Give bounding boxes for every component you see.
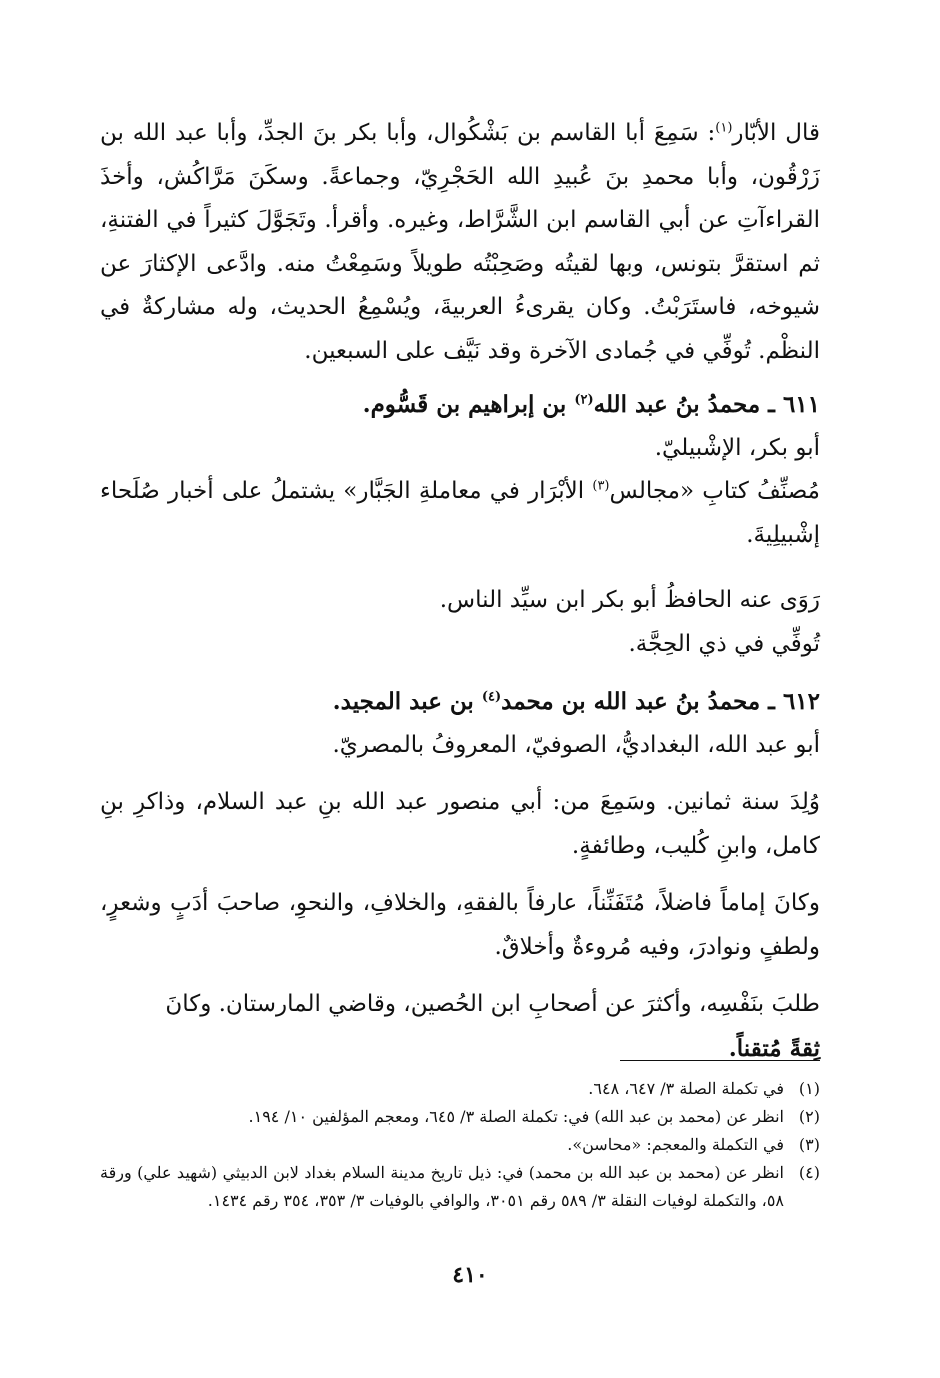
footnote-divider <box>620 1060 820 1061</box>
footnote-ref-3[interactable]: (٣) <box>592 478 610 494</box>
entry-612-lineage: بن عبد المجيد. <box>332 688 474 715</box>
entry-612-closing: ثِقةً مُتقناً. <box>728 1034 820 1062</box>
footnote-text: في التكملة والمعجم: «محاسن». <box>567 1135 784 1154</box>
entry-611-name: محمدُ بنُ عبد الله <box>593 391 761 418</box>
entry-611-kunya: أبو بكر، الإشْبيليّ. <box>654 434 820 461</box>
entry-612-number: ٦١٢ <box>782 688 820 715</box>
footnote-number: (٤) <box>798 1163 820 1182</box>
paragraph-abbar-quote <box>100 112 820 373</box>
entry-611-work-rest: الأبْرَار في معاملةِ الجَبَّار» يشتملُ على أخبار صُلَحاء إشْبيلِيةَ. <box>100 478 820 548</box>
entry-612-study: طلبَ بنَفْسِه، وأكثرَ عن أصحابِ ابن الحُصين، وقاضي المارستان. وكانَ <box>165 991 820 1017</box>
entry-611-death: تُوفِّي في ذي الحِجَّة. <box>628 630 820 657</box>
footnote-ref-2[interactable]: (٢) <box>574 392 594 408</box>
entry-612-description: وكانَ إماماً فاضلاً، مُتَفَنِّناً، عارفاً بالفقهِ، والخلافِ، والنحوِ، صاحبَ أدَبٍ وشعرٍ، ولطفٍ ونوادرَ، وفيه مُروءةٌ وأخلاقٌ. <box>100 890 820 960</box>
entry-612-heading: ٦١٢ ـ محمدُ بنُ عبد الله بن محمد$^{(٤)}$ بن عبد المجيد. <box>332 688 820 715</box>
footnote-text: انظر عن (محمد بن عبد الله بن محمد) في: ذيل تاريخ مدينة السلام بغداد لابن الدبيثي (شهيد علي) ورقة ٥٨، والتكملة لوفيات النقلة ٣/ ٥٨٩ رقم ٣٠٥١، والوافي بالوفيات ٣/ ٣٥٣، ٣٥٤ رقم ١٤٣٤. <box>100 1163 784 1210</box>
entry-612-birth: وُلِدَ سنة ثمانين. وسَمِعَ من: أبي منصور عبد الله بنِ عبد السلام، وذاكرِ بنِ كامل، وابنِ كُليب، وطائفةٍ. <box>100 789 820 859</box>
entry-611-lineage: بن إبراهيم بن قَسُّوم. <box>362 391 567 418</box>
entry-611-number: ٦١١ <box>782 391 820 418</box>
quote-text: : سَمِعَ أبا القاسم بن بَشْكُوال، وأبا بكر بنَ الجدِّ، وأبا عبد الله بن زَرْقُون، وأبا محمدِ بنَ عُبيدِ الله الحَجْرِيّ، وجماعةً. وسكَنَ مَرَّاكُش، وأخذَ القراءآتِ عن أبي القاسم ابن الشَّرَّاط، وغيره. وأقرأ. وتَجَوَّلَ كثيراً في الفتنةِ، ثم استقرَّ بتونس، وبها لقيتُه وصَحِبْتُه طويلاً وسَمِعْتُ منه. وادَّعى الإكثارَ عن شيوخه، فاستَرَبْتُ. وكان يقرىءُ العربيةَ، ويُسْمِعُ الحديث، وله مشاركةٌ في النظْم. تُوفِّي في جُمادى الآخرة وقد نَيَّف على السبعين. <box>100 120 820 364</box>
entry-612-kunya: أبو عبد الله، البغداديُّ، الصوفيّ، المعروفُ بالمصريّ. <box>332 731 820 758</box>
footnote-1 <box>100 1075 820 1103</box>
quote-prefix: قال الأبّار <box>732 120 820 146</box>
footnotes <box>100 1075 820 1215</box>
footnote-number: (١) <box>798 1079 820 1098</box>
footnote-ref-4[interactable]: (٤) <box>481 689 502 705</box>
footnote-2 <box>100 1103 820 1131</box>
footnote-3 <box>100 1131 820 1159</box>
main-text <box>100 112 820 1070</box>
footnote-ref-1[interactable]: (١) <box>715 120 733 136</box>
entry-611-work <box>100 470 820 557</box>
footnote-number: (٢) <box>798 1107 820 1126</box>
entry-612-name: محمدُ بنُ عبد الله بن محمد <box>501 688 761 715</box>
entry-611-heading: ٦١١ ـ محمدُ بنُ عبد الله$^{(٢)}$ بن إبراهيم بن قَسُّوم. <box>362 391 820 418</box>
entry-611-work-title: مُصنِّفُ كتابِ «مجالس <box>609 478 821 504</box>
footnote-text: انظر عن (محمد بن عبد الله) في: تكملة الصلة ٣/ ٦٤٥، ومعجم المؤلفين ١٠/ ١٩٤. <box>248 1107 784 1126</box>
page-number: ٤١٠ <box>452 1262 488 1288</box>
footnote-number: (٣) <box>798 1135 820 1154</box>
entry-611-narration: رَوَى عنه الحافظُ أبو بكر ابن سيِّد الناس. <box>439 587 820 613</box>
footnote-text: في تكملة الصلة ٣/ ٦٤٧، ٦٤٨. <box>588 1079 784 1098</box>
footnote-4 <box>100 1159 820 1215</box>
